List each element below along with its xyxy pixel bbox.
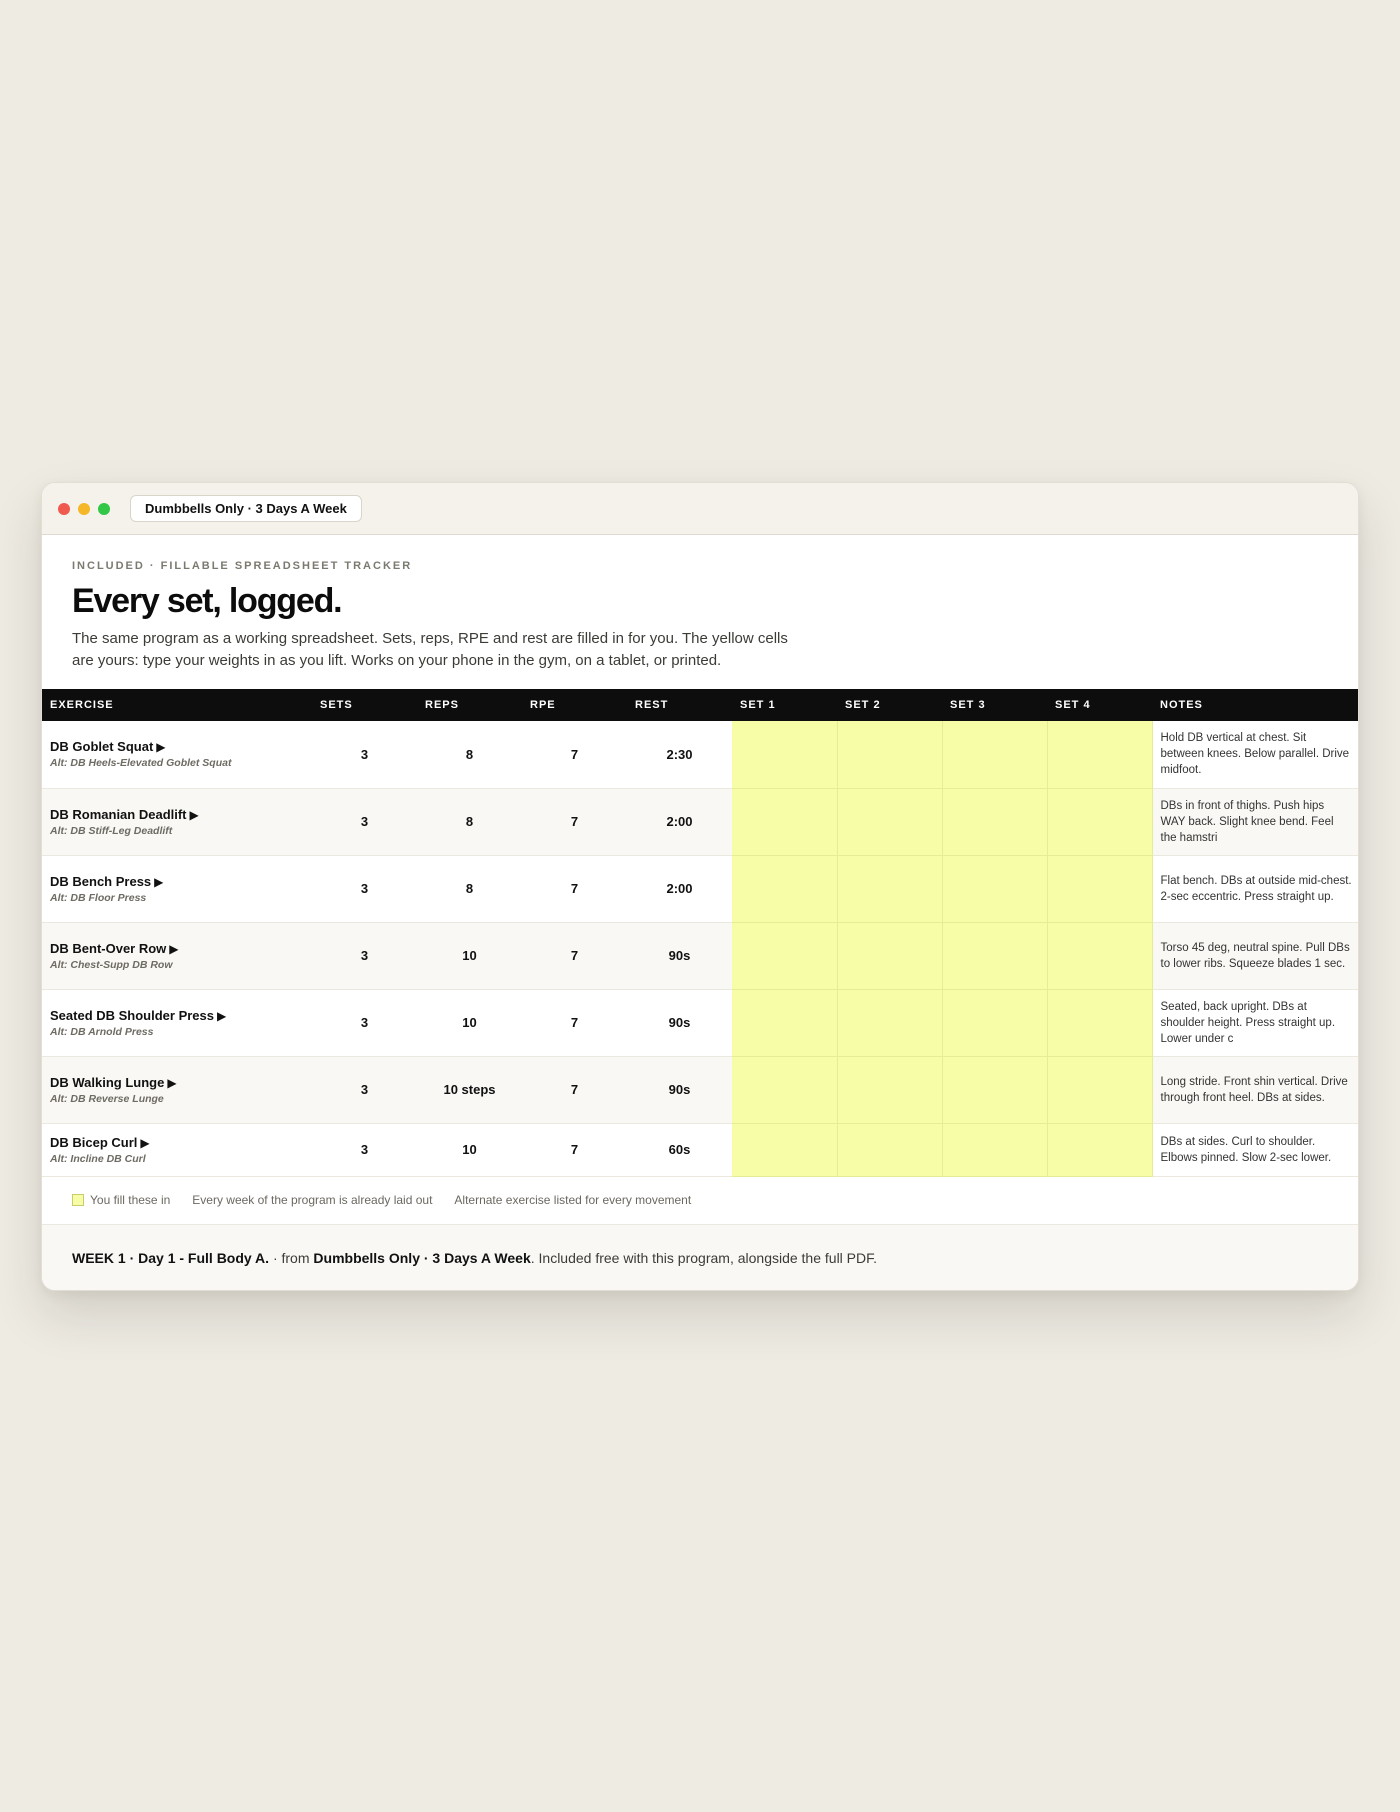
sets-cell: 3: [312, 1123, 417, 1176]
header-set-2: SET 2: [845, 699, 881, 711]
set-2-weight-input[interactable]: [837, 922, 942, 989]
table-row: [42, 1123, 1359, 1176]
set-2-weight-input[interactable]: [837, 721, 942, 788]
set-2-weight-input[interactable]: [837, 1056, 942, 1123]
exercise-alternate: Alt: DB Floor Press: [50, 891, 147, 904]
title-bar: [42, 483, 1358, 535]
intro-section: [42, 535, 1358, 689]
sets-cell: 3: [312, 989, 417, 1056]
sets-cell: 3: [312, 855, 417, 922]
close-window-button[interactable]: [58, 503, 70, 515]
exercise-name[interactable]: [50, 1008, 304, 1023]
maximize-window-button[interactable]: [98, 503, 110, 515]
set-3-weight-input[interactable]: [942, 1056, 1047, 1123]
exercise-cell: [42, 1123, 312, 1176]
set-1-weight-input[interactable]: [732, 1056, 837, 1123]
set-4-weight-input[interactable]: [1047, 989, 1152, 1056]
reps-cell: 8: [417, 721, 522, 788]
set-3-weight-input[interactable]: [942, 721, 1047, 788]
minimize-window-button[interactable]: [78, 503, 90, 515]
header-notes: NOTES: [1160, 699, 1203, 711]
rest-cell: 2:30: [627, 721, 732, 788]
set-3-weight-input[interactable]: [942, 989, 1047, 1056]
set-3-weight-input[interactable]: [942, 1123, 1047, 1176]
sets-cell: 3: [312, 721, 417, 788]
exercise-cell: [42, 922, 312, 989]
reps-cell: 10: [417, 922, 522, 989]
table-row: [42, 721, 1359, 788]
rest-cell: 2:00: [627, 855, 732, 922]
rpe-cell: 7: [522, 721, 627, 788]
header-set-4: SET 4: [1055, 699, 1091, 711]
header-set-1: SET 1: [740, 699, 776, 711]
play-video-icon[interactable]: ▶: [189, 807, 199, 822]
exercise-cell: [42, 855, 312, 922]
footer-tail: . Included free with this program, alongside the full PDF.: [530, 1249, 878, 1266]
table-row: [42, 788, 1359, 855]
table-row: [42, 922, 1359, 989]
legend: [42, 1177, 1358, 1225]
legend-fill-label: You fill these in: [90, 1193, 171, 1207]
set-4-weight-input[interactable]: [1047, 922, 1152, 989]
notes-cell: Flat bench. DBs at outside mid-chest. 2-sec eccentric. Press straight up.: [1152, 855, 1359, 922]
yellow-swatch-icon: [72, 1194, 84, 1206]
notes-cell: DBs in front of thighs. Push hips WAY back. Slight knee bend. Feel the hamstri: [1152, 788, 1359, 855]
tracker-table: [42, 689, 1359, 1177]
header-rest: REST: [635, 699, 669, 711]
play-video-icon[interactable]: ▶: [154, 874, 164, 889]
exercise-name[interactable]: [50, 941, 304, 956]
header-exercise: EXERCISE: [50, 699, 114, 711]
exercise-alternate: Alt: Chest-Supp DB Row: [50, 958, 173, 971]
rpe-cell: 7: [522, 989, 627, 1056]
exercise-name-label: Seated DB Shoulder Press: [50, 1007, 214, 1023]
exercise-name-label: DB Bench Press: [50, 873, 152, 889]
set-1-weight-input[interactable]: [732, 989, 837, 1056]
set-3-weight-input[interactable]: [942, 922, 1047, 989]
exercise-alternate: Alt: DB Arnold Press: [50, 1025, 154, 1038]
notes-cell: Seated, back upright. DBs at shoulder height. Press straight up. Lower under c: [1152, 989, 1359, 1056]
legend-alternate-label: Alternate exercise listed for every movement: [454, 1193, 692, 1207]
play-video-icon[interactable]: ▶: [140, 1135, 150, 1150]
header-set-3: SET 3: [950, 699, 986, 711]
exercise-name[interactable]: [50, 1135, 304, 1150]
reps-cell: 10: [417, 1123, 522, 1176]
set-2-weight-input[interactable]: [837, 989, 942, 1056]
rpe-cell: 7: [522, 1056, 627, 1123]
exercise-name-label: DB Bicep Curl: [50, 1134, 138, 1150]
rest-cell: 90s: [627, 1056, 732, 1123]
set-1-weight-input[interactable]: [732, 721, 837, 788]
sets-cell: 3: [312, 1056, 417, 1123]
rpe-cell: 7: [522, 922, 627, 989]
reps-cell: 8: [417, 855, 522, 922]
app-window: [41, 482, 1359, 1291]
set-4-weight-input[interactable]: [1047, 1056, 1152, 1123]
set-4-weight-input[interactable]: [1047, 721, 1152, 788]
sets-cell: 3: [312, 788, 417, 855]
header-reps: REPS: [425, 699, 459, 711]
exercise-name[interactable]: [50, 1075, 304, 1090]
exercise-name[interactable]: [50, 874, 304, 889]
reps-cell: 8: [417, 788, 522, 855]
footer-day: WEEK 1 · Day 1 - Full Body A.: [72, 1249, 270, 1266]
set-2-weight-input[interactable]: [837, 788, 942, 855]
exercise-alternate: Alt: Incline DB Curl: [50, 1152, 146, 1165]
notes-cell: Torso 45 deg, neutral spine. Pull DBs to lower ribs. Squeeze blades 1 sec.: [1152, 922, 1359, 989]
intro-description: The same program as a working spreadsheet. Sets, reps, RPE and rest are filled in for you. The yellow cells are yours: type your weights in as you lift. Works on your phone in the gym, on a tablet, or printed.: [72, 630, 788, 669]
set-1-weight-input[interactable]: [732, 922, 837, 989]
reps-cell: 10 steps: [417, 1056, 522, 1123]
eyebrow-label: INCLUDED · FILLABLE SPREADSHEET TRACKER: [72, 560, 413, 572]
legend-weeks-label: Every week of the program is already laid out: [192, 1193, 433, 1207]
sets-cell: 3: [312, 922, 417, 989]
rest-cell: 90s: [627, 922, 732, 989]
play-video-icon[interactable]: ▶: [217, 1008, 227, 1023]
rest-cell: 60s: [627, 1123, 732, 1176]
page-title: Every set, logged.: [72, 582, 342, 620]
rpe-cell: 7: [522, 855, 627, 922]
notes-cell: Long stride. Front shin vertical. Drive through front heel. DBs at sides.: [1152, 1056, 1359, 1123]
exercise-cell: [42, 1056, 312, 1123]
set-1-weight-input[interactable]: [732, 788, 837, 855]
set-3-weight-input[interactable]: [942, 788, 1047, 855]
set-1-weight-input[interactable]: [732, 1123, 837, 1176]
set-1-weight-input[interactable]: [732, 855, 837, 922]
reps-cell: 10: [417, 989, 522, 1056]
set-3-weight-input[interactable]: [942, 855, 1047, 922]
set-4-weight-input[interactable]: [1047, 1123, 1152, 1176]
exercise-alternate: Alt: DB Reverse Lunge: [50, 1092, 164, 1105]
footer-from: · from: [269, 1249, 314, 1266]
exercise-name[interactable]: [50, 739, 304, 754]
exercise-name-label: DB Romanian Deadlift: [50, 806, 187, 822]
footer-program: Dumbbells Only · 3 Days A Week: [313, 1249, 531, 1266]
legend-fill-item: [72, 1193, 170, 1207]
exercise-cell: [42, 788, 312, 855]
exercise-cell: [42, 989, 312, 1056]
exercise-name-label: DB Goblet Squat: [50, 739, 154, 755]
play-video-icon[interactable]: ▶: [167, 1075, 177, 1090]
table-header-row: [42, 689, 1359, 721]
rpe-cell: 7: [522, 788, 627, 855]
rest-cell: 2:00: [627, 788, 732, 855]
exercise-alternate: Alt: DB Heels-Elevated Goblet Squat: [50, 757, 232, 770]
exercise-name-label: DB Walking Lunge: [50, 1074, 165, 1090]
exercise-alternate: Alt: DB Stiff-Leg Deadlift: [50, 824, 173, 837]
play-video-icon[interactable]: ▶: [169, 941, 179, 956]
table-row: [42, 1056, 1359, 1123]
header-rpe: RPE: [530, 699, 556, 711]
play-video-icon[interactable]: ▶: [156, 740, 166, 755]
set-4-weight-input[interactable]: [1047, 788, 1152, 855]
set-2-weight-input[interactable]: [837, 1123, 942, 1176]
footer-text: [72, 1250, 877, 1266]
notes-cell: DBs at sides. Curl to shoulder. Elbows pinned. Slow 2-sec lower.: [1152, 1123, 1359, 1176]
footer: [42, 1225, 1358, 1291]
exercise-name-label: DB Bent-Over Row: [50, 940, 167, 956]
header-sets: SETS: [320, 699, 353, 711]
table-row: [42, 989, 1359, 1056]
exercise-name[interactable]: [50, 807, 304, 822]
notes-cell: Hold DB vertical at chest. Sit between knees. Below parallel. Drive midfoot.: [1152, 721, 1359, 788]
set-2-weight-input[interactable]: [837, 855, 942, 922]
table-row: [42, 855, 1359, 922]
exercise-cell: [42, 721, 312, 788]
rpe-cell: 7: [522, 1123, 627, 1176]
rest-cell: 90s: [627, 989, 732, 1056]
set-4-weight-input[interactable]: [1047, 855, 1152, 922]
tab-program[interactable]: Dumbbells Only · 3 Days A Week: [130, 495, 362, 522]
